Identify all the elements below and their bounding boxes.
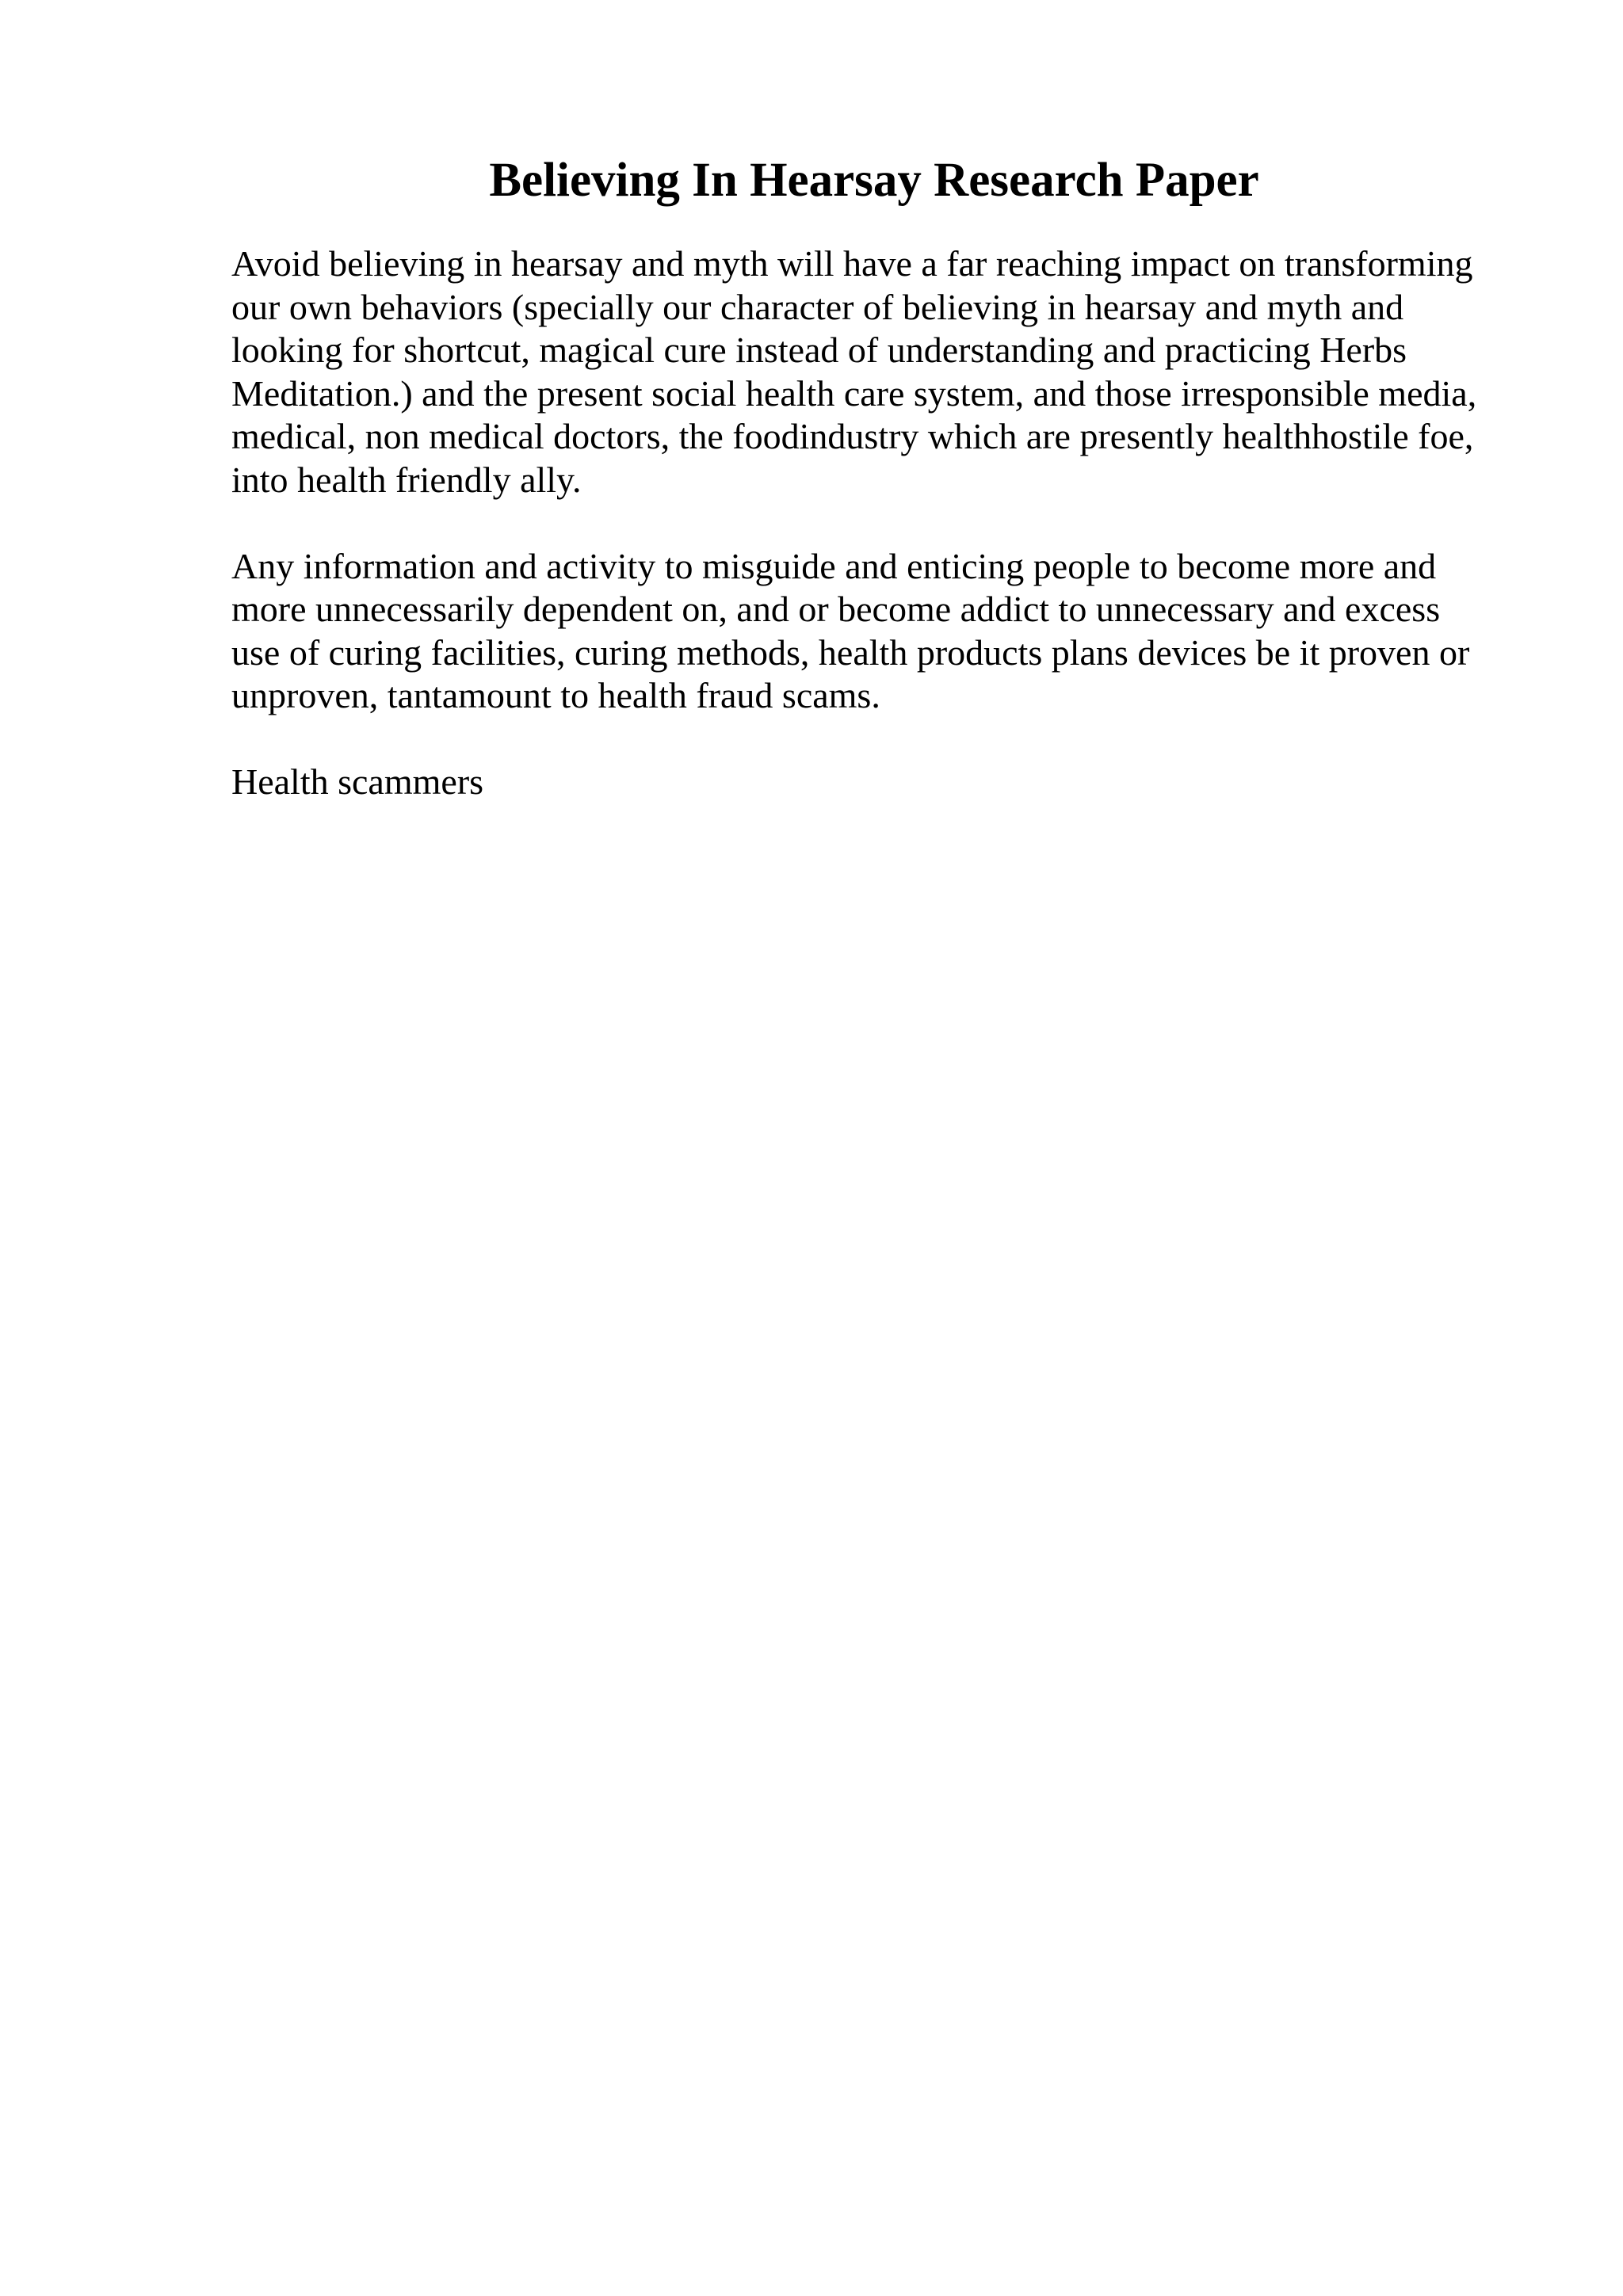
- paragraph-health-scammers: [231, 761, 1523, 804]
- paragraph-line: more unnecessarily dependent on, and or become addict to unnecessary and excess: [231, 589, 1441, 629]
- paragraph-line: looking for shortcut, magical cure instead of understanding and practicing Herbs: [231, 330, 1407, 370]
- paragraph-line: Avoid believing in hearsay and myth will have a far reaching impact on transforming: [231, 243, 1473, 284]
- paragraph-misguiding-information: [231, 545, 1523, 718]
- paragraph-line: medical, non medical doctors, the foodindustry which are presently healthhostile foe,: [231, 416, 1474, 456]
- paragraph-line: unproven, tantamount to health fraud scams.: [231, 675, 880, 715]
- document-title: Believing In Hearsay Research Paper: [489, 154, 1259, 207]
- paragraph-line: our own behaviors (specially our character of believing in hearsay and myth and: [231, 286, 1404, 327]
- paragraph-hearsay-impact: [231, 242, 1523, 502]
- paragraph-line: use of curing facilities, curing methods, health products plans devices be it proven or: [231, 631, 1470, 673]
- document-body: [231, 242, 1523, 804]
- paragraph-line: Meditation.) and the present social health care system, and those irresponsible media,: [231, 372, 1477, 414]
- paragraph-line: into health friendly ally.: [231, 459, 582, 500]
- paragraph-line: Any information and activity to misguide and enticing people to become more and: [231, 545, 1437, 586]
- paragraph-line: Health scammers: [231, 761, 484, 802]
